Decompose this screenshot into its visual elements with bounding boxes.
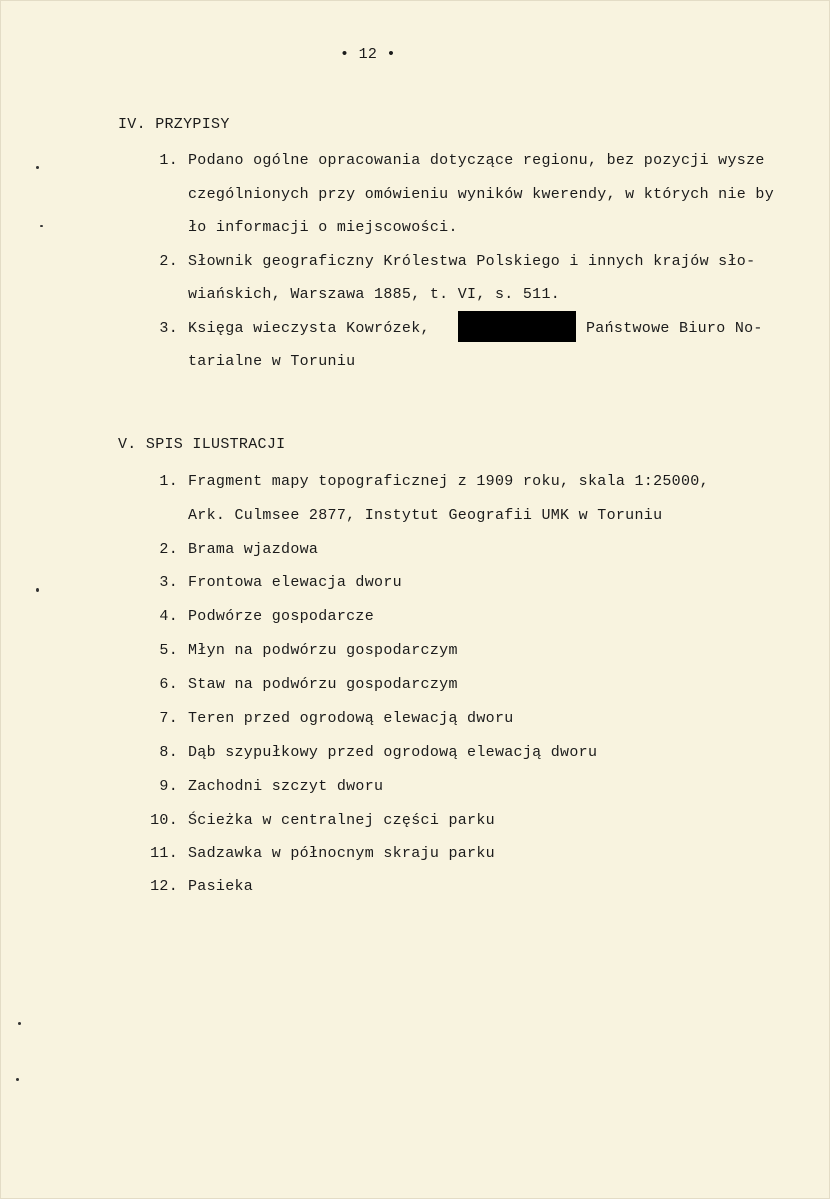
footnote-number: 1. [159,152,178,169]
illustration-title: Podwórze gospodarcze [188,608,375,625]
footnote-number: 2. [159,253,178,270]
illustration-title: Zachodni szczyt dworu [188,778,384,795]
footnote-line: tarialne w Toruniu [188,353,356,370]
illustration-title: Dąb szypułkowy przed ogrodową elewacją dworu [188,744,598,761]
scan-speck [18,1022,21,1025]
footnote-line: Słownik geograficzny Królestwa Polskiego i innych krajów sło- [188,253,756,270]
footnote-line: czególnionych przy omówieniu wyników kwerendy, w których nie by [188,186,774,203]
illustration-title: Ścieżka w centralnej części parku [188,812,495,829]
illustration-title: Frontowa elewacja dworu [188,574,402,591]
illustration-title: Sadzawka w północnym skraju parku [188,845,495,862]
illustration-title: Fragment mapy topograficznej z 1909 roku, skala 1:25000, [188,473,709,490]
illustration-title: Młyn na podwórzu gospodarczym [188,642,458,659]
footnote-line: wiańskich, Warszawa 1885, t. VI, s. 511. [188,286,561,303]
illustration-number: 10. [150,812,178,829]
illustration-number: 3. [159,574,178,591]
scan-speck [40,225,43,227]
illustrations-heading: V. SPIS ILUSTRACJI [118,436,286,453]
footnotes-heading: IV. PRZYPISY [118,116,230,133]
footnote-number: 3. [159,320,178,337]
illustration-number: 2. [159,541,178,558]
footnote-line: Państwowe Biuro No- [586,320,763,337]
illustration-number: 6. [159,676,178,693]
illustration-title: Brama wjazdowa [188,541,319,558]
illustration-title: Ark. Culmsee 2877, Instytut Geografii UMK w Toruniu [188,507,663,524]
illustration-number: 7. [159,710,178,727]
footnote-line: Podano ogólne opracowania dotyczące regionu, bez pozycji wysze [188,152,765,169]
page-number: • 12 • [340,46,396,63]
illustration-number: 4. [159,608,178,625]
footnote-line: ło informacji o miejscowości. [188,219,458,236]
illustration-title: Staw na podwórzu gospodarczym [188,676,458,693]
illustration-number: 12. [150,878,178,895]
scan-speck [36,166,39,169]
illustration-number: 9. [159,778,178,795]
scan-speck [36,588,39,592]
illustration-number: 5. [159,642,178,659]
illustration-title: Pasieka [188,878,254,895]
illustration-title: Teren przed ogrodową elewacją dworu [188,710,514,727]
illustration-number: 11. [150,845,178,862]
redaction-bar [458,311,576,342]
footnote-line: Księga wieczysta Kowrózek, [188,320,430,337]
scan-speck [16,1078,19,1081]
illustration-number: 8. [159,744,178,761]
illustration-number: 1. [159,473,178,490]
